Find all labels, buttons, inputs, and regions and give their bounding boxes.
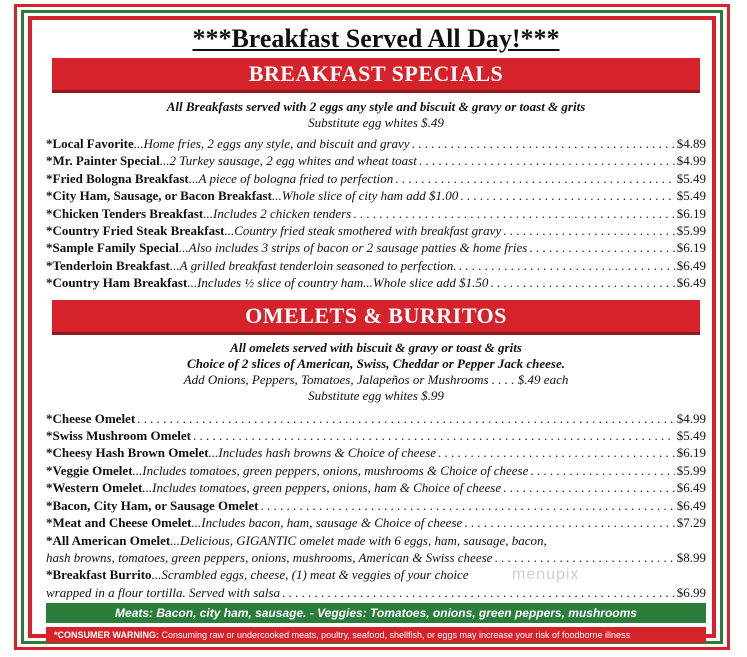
breakfast-items [46,135,706,292]
menu-item-all-american-cont: hash browns, tomatoes, green peppers, onions, mushrooms, American & Swiss cheese . . . $8.99 [46,549,706,566]
menu-item: *Chicken Tenders Breakfast ...Includes 2 chicken tenders . . . $6.19 [46,205,706,222]
menu-content [46,20,706,643]
consumer-warning-bar [46,627,706,643]
menu-item-all-american: *All American Omelet ...Delicious, GIGANTIC omelet made with 6 eggs, ham, sausage, bacon, [46,532,547,548]
menu-item-burrito: *Breakfast Burrito ...Scrambled eggs, cheese, (1) meat & veggies of your choice [46,567,469,583]
menu-item: *Country Fried Steak Breakfast ...Country fried steak smothered with breakfast gravy . . . $5.99 [46,222,706,239]
omelets-substitute-note: Substitute egg whites $.99 [308,387,444,403]
price: $6.49 [676,275,706,291]
menu-item: *Meat and Cheese Omelet ...Includes bacon, ham, sausage & Choice of cheese . . . $7.29 [46,514,706,531]
price: $4.99 [676,410,706,426]
breakfast-note: All Breakfasts served with 2 eggs any style and biscuit & gravy or toast & grits [166,99,586,114]
cheese-choice-note: Choice of 2 slices of American, Swiss, Cheddar or Pepper Jack cheese. [187,355,565,371]
price: $5.49 [676,170,706,186]
menu-item: *Country Ham Breakfast ...Includes ½ slice of country ham...Whole slice add $1.50 . . . $6.49 [46,274,706,291]
price: $4.99 [676,153,706,169]
price: $6.49 [676,257,706,273]
breakfast-specials-banner: BREAKFAST SPECIALS [52,58,700,90]
price: $5.99 [676,223,706,239]
price: $4.89 [676,136,706,151]
price: $5.49 [676,188,706,204]
omelets-note: All omelets served with biscuit & gravy or toast & grits [230,339,522,355]
price: $5.49 [676,428,706,444]
warning-label: *CONSUMER WARNING: [54,630,159,641]
price: $6.99 [676,584,706,600]
price: $8.99 [676,549,706,565]
price: $6.49 [676,497,706,513]
omelets-burritos-banner: OMELETS & BURRITOS [52,300,700,332]
menu-item: *Tenderloin Breakfast ...A grilled breakfast tenderloin seasoned to perfection. . . . $6.49 [46,257,706,274]
menu-item: *Veggie Omelet ...Includes tomatoes, green peppers, onions, mushrooms & Choice of cheese . . . $5.99 [46,462,706,479]
add-veggies-note: Add Onions, Peppers, Tomatoes, Jalapeños or Mushrooms . . . . $.49 each [183,371,569,387]
menu-item: *Cheesy Hash Brown Omelet ...Includes hash browns & Choice of cheese . . . $6.19 [46,444,706,461]
price: $6.19 [676,240,706,256]
menu-item: *Swiss Mushroom Omelet . . . $5.49 [46,427,706,444]
menu-item: *Local Favorite ...Home fries, 2 eggs any style, and biscuit and gravy . . . $4.89 [46,135,706,152]
price: $6.19 [676,445,706,461]
menu-item-burrito-cont: wrapped in a flour tortilla. Served with salsa . . . $6.99 [46,584,706,601]
menu-item: *Bacon, City Ham, or Sausage Omelet . . . $6.49 [46,497,706,514]
warning-text: Consuming raw or undercooked meats, poultry, seafood, shellfish, or eggs may increase your risk of foodborne illness [159,630,631,641]
menu-item: *Sample Family Special ...Also includes 3 strips of bacon or 2 sausage patties & home fries . . . $6.19 [46,239,706,256]
price: $6.49 [676,480,706,496]
meats-veggies-bar: Meats: Bacon, city ham, sausage. - Veggies: Tomatoes, onions, green peppers, mushrooms [46,603,706,623]
watermark: menupix [512,566,580,583]
price: $6.19 [676,205,706,221]
menu-item: *Western Omelet ...Includes tomatoes, green peppers, onions, ham & Choice of cheese . . . $6.49 [46,479,706,496]
menu-item: *City Ham, Sausage, or Bacon Breakfast ...Whole slice of city ham add $1.00 . . . $5.49 [46,187,706,204]
menu-item: *Cheese Omelet . . . $4.99 [46,410,706,427]
omelet-items [46,410,706,601]
headline: ***Breakfast Served All Day!*** [192,24,560,53]
breakfast-substitute-note: Substitute egg whites $.49 [308,115,444,130]
price: $5.99 [676,462,706,478]
menu-item: *Fried Bologna Breakfast ...A piece of bologna fried to perfection . . . $5.49 [46,170,706,187]
price: $7.29 [676,515,706,531]
menu-item: *Mr. Painter Special ...2 Turkey sausage, 2 egg whites and wheat toast . . . $4.99 [46,152,706,169]
